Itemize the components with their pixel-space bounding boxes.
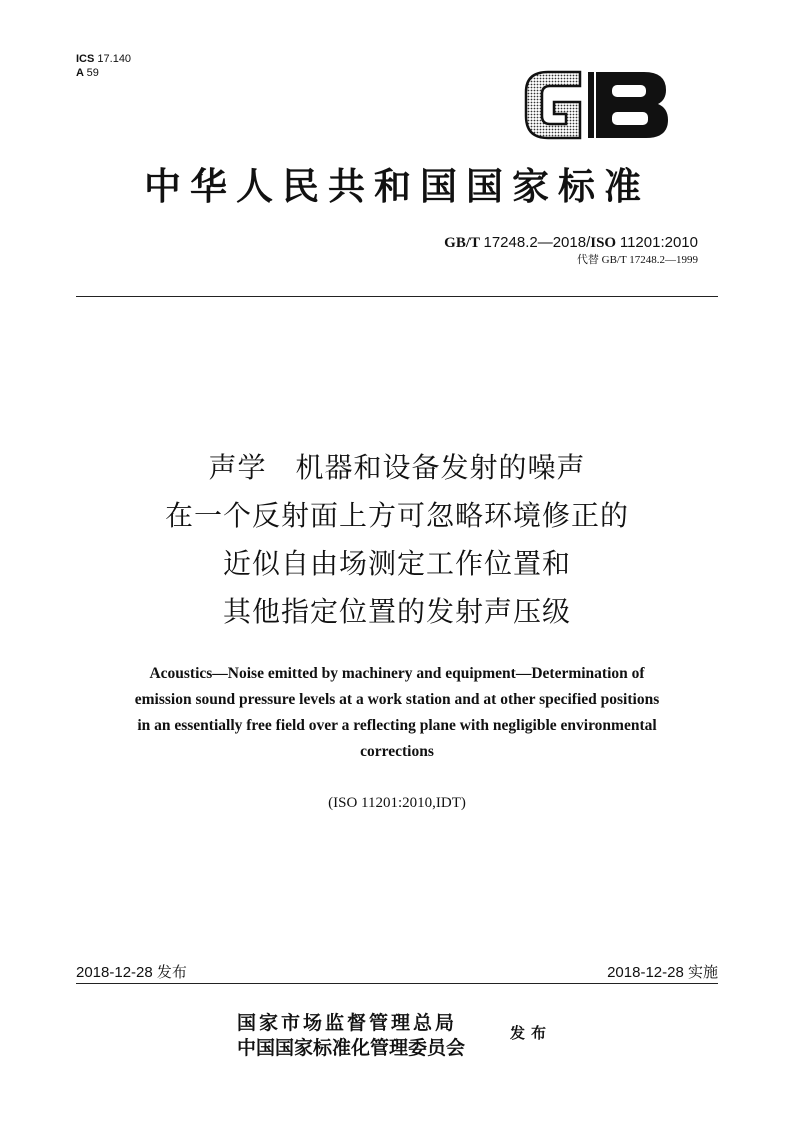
- issuing-authorities: [237, 1011, 465, 1061]
- publish-date-line: [76, 962, 187, 983]
- document-title-en: [80, 661, 714, 765]
- title-en-line: corrections: [360, 743, 434, 760]
- document-title-zh: [0, 444, 794, 636]
- ics-label: ICS: [76, 53, 95, 65]
- title-zh-line: 声学 机器和设备发射的噪声: [208, 451, 586, 484]
- title-en-line: in an essentially free field over a reflecting plane with negligible environmental: [137, 717, 657, 734]
- standard-prefix: GB/T: [444, 235, 480, 251]
- iso-equivalence: (ISO 11201:2010,IDT): [328, 795, 466, 811]
- title-zh-line: 近似自由场测定工作位置和: [222, 547, 571, 580]
- header-divider: [76, 296, 718, 297]
- standard-category-title: 中华人民共和国国家标准: [144, 164, 650, 208]
- issue-word: 发布: [510, 1024, 553, 1042]
- replaces-note: 代替 GB/T 17248.2—1999: [576, 254, 698, 266]
- issuer-sac: 中国国家标准化管理委员会: [237, 1037, 466, 1059]
- iso-number: 11201:2010: [619, 234, 698, 251]
- implement-word: 实施: [687, 963, 718, 981]
- title-zh-line: 在一个反射面上方可忽略环境修正的: [164, 499, 629, 532]
- ics-code: 17.140: [97, 53, 132, 65]
- ccs-label: A: [76, 67, 84, 79]
- publish-word: 发布: [156, 963, 187, 981]
- implement-date-line: [607, 962, 718, 983]
- ics-line: [76, 52, 131, 66]
- ccs-line: [76, 66, 131, 80]
- implement-date: 2018-12-28: [607, 964, 684, 981]
- classification-codes: [76, 52, 131, 80]
- ccs-code: 59: [86, 67, 99, 79]
- gb-logo-icon: [518, 62, 676, 146]
- publish-date: 2018-12-28: [76, 964, 153, 981]
- title-en-line: emission sound pressure levels at a work station and at other specified positions: [134, 691, 660, 708]
- gb-logo-text: GB: [518, 62, 520, 63]
- title-en-line: Acoustics—Noise emitted by machinery and equipment—Determination of: [149, 665, 645, 682]
- standard-number: [444, 233, 698, 253]
- iso-prefix: ISO: [590, 235, 617, 251]
- issuer-samr: 国家市场监督管理总局: [237, 1012, 458, 1034]
- standard-number-main: 17248.2—2018/: [483, 234, 591, 251]
- title-zh-line: 其他指定位置的发射声压级: [222, 595, 571, 628]
- footer-divider: [76, 983, 718, 984]
